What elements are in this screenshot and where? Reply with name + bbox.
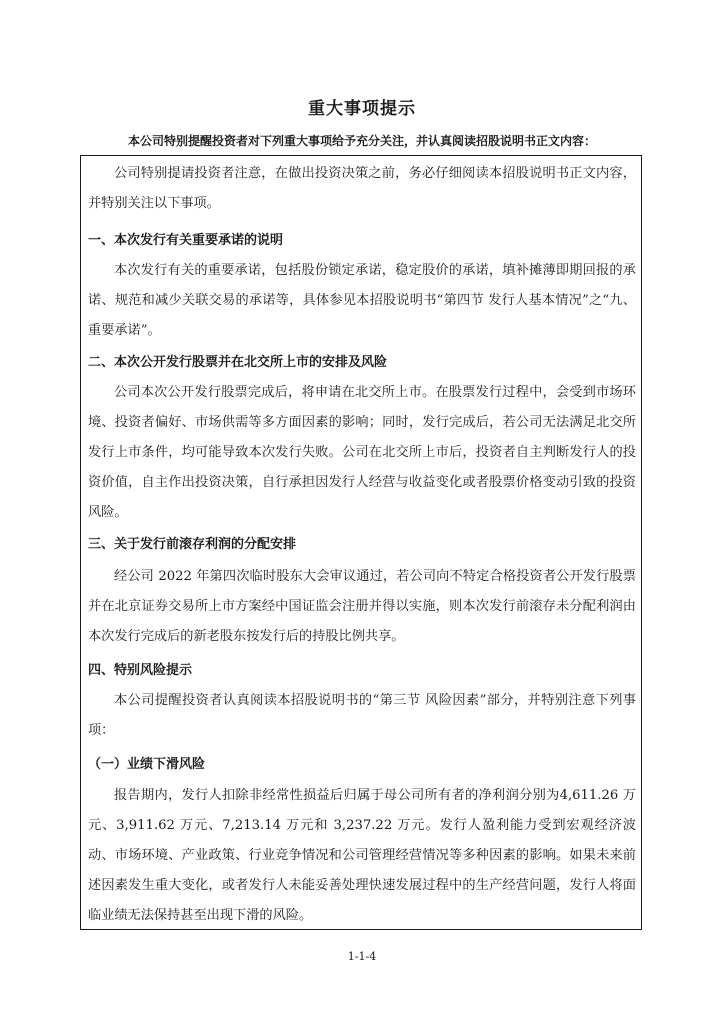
intro-paragraph: 公司特别提请投资者注意，在做出投资决策之前，务必仔细阅读本招股说明书正文内容，并特别关注以下事项。 xyxy=(88,166,636,211)
section-4-text: 本公司提醒投资者认真阅读本招股说明书的“第三节 风险因素”部分，并特别注意下列事项： xyxy=(88,693,636,738)
section-4-heading: 四、特别风险提示 xyxy=(88,663,193,678)
section-2-heading: 二、本次公开发行股票并在北交所上市的安排及风险 xyxy=(88,355,388,370)
section-2-text: 公司本次公开发行股票完成后，将申请在北交所上市。在股票发行过程中，会受到市场环境、投资者偏好、市场供需等多方面因素的影响；同时，发行完成后，若公司无法满足北交所发行上市条件，均可能导致本次发行失败。公司在北交所上市后，投资者自主判断发行人的投资价值，自主作出投资决策，自行承担因发行人经营与收益变化或者股票价格变动引致的投资风险。 xyxy=(88,385,636,520)
section-1-text: 本次发行有关的重要承诺，包括股份锁定承诺，稳定股价的承诺，填补摊薄即期回报的承诺、规范和减少关联交易的承诺等，具体参见本招股说明书“第四节 发行人基本情况”之“九、重要承诺”。 xyxy=(88,263,636,338)
section-3-text: 经公司 2022 年第四次临时股东大会审议通过，若公司向不特定合格投资者公开发行股票并在北京证券交易所上市方案经中国证监会注册并得以实施，则本次发行前滚存未分配利润由本次发行完成后的新老股东按发行后的持股比例共享。 xyxy=(88,569,636,644)
page-number: 1-1-4 xyxy=(347,950,377,963)
page-subtitle: 本公司特别提醒投资者对下列重大事项给予充分关注，并认真阅读招股说明书正文内容： xyxy=(127,134,596,148)
page-title: 重大事项提示 xyxy=(308,99,416,119)
subsection-1-text: 报告期内，发行人扣除非经常性损益后归属于母公司所有者的净利润分别为4,611.26 万元、3,911.62 万元、7,213.14 万元和 3,237.22 万元。发行人盈利能力受到宏观经济波动、市场环境、产业政策、行业竞争情况和公司管理经营情况等多种因素的影响。如果未来前述因素发生重大变化，或者发行人未能妥善处理快速发展过程中的生产经营问题，发行人将面临业绩无法保持甚至出现下滑的风险。 xyxy=(88,788,636,923)
section-1-heading: 一、本次发行有关重要承诺的说明 xyxy=(88,233,284,248)
section-3-heading: 三、关于发行前滚存利润的分配安排 xyxy=(88,537,297,552)
subsection-1-heading: （一）业绩下滑风险 xyxy=(88,757,206,772)
